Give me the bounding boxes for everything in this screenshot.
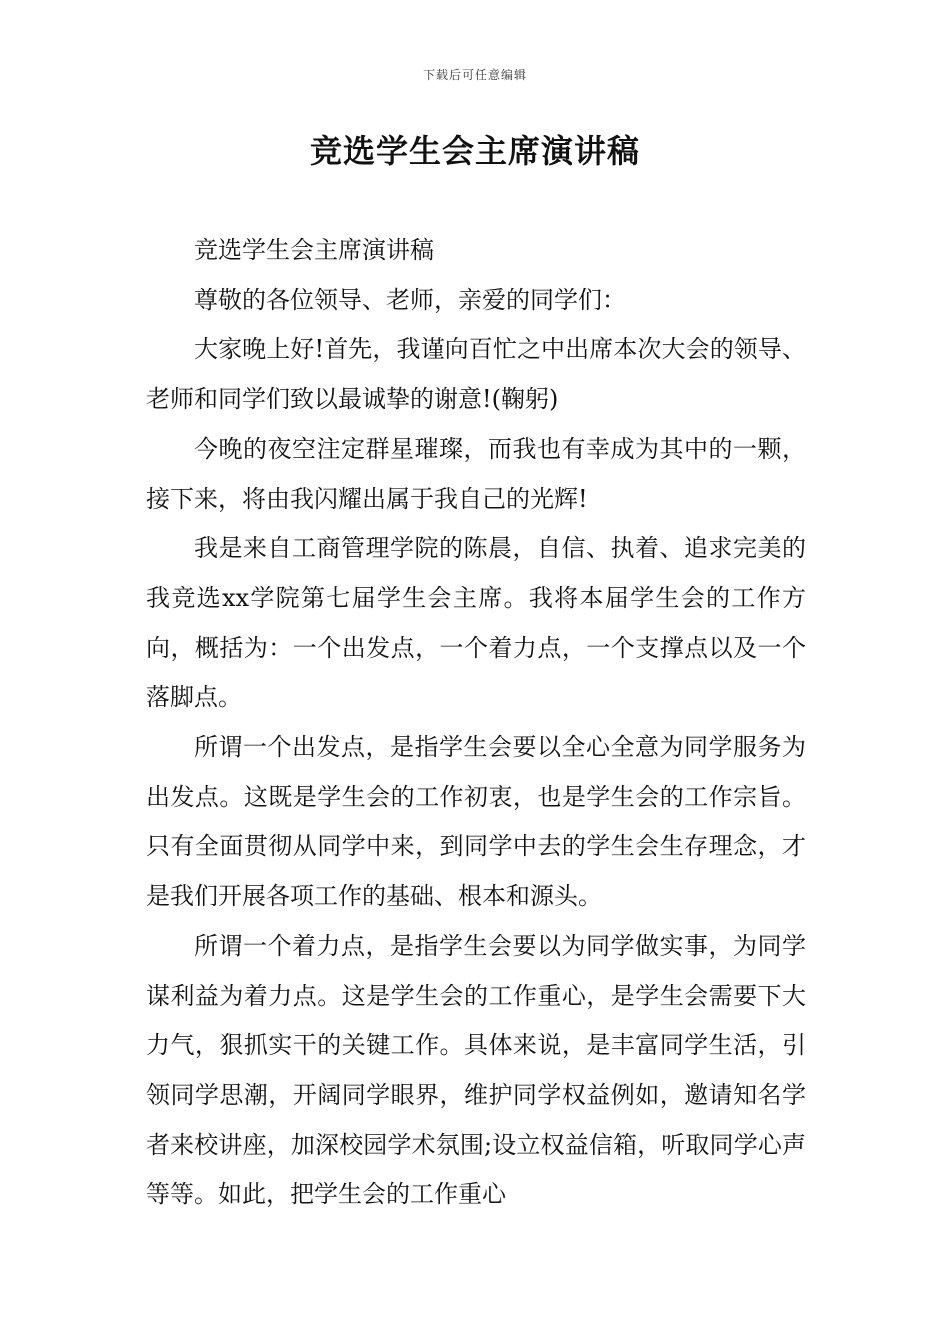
paragraph-greeting: 大家晚上好!首先，我谨向百忙之中出席本次大会的领导、老师和同学们致以最诚挚的谢意!(鞠躬) (146, 335, 806, 414)
document-body (146, 226, 806, 1220)
paragraph-focus-point: 所谓一个着力点，是指学生会要以为同学做实事，为同学谋利益为着力点。这是学生会的工作重心，是学生会需要下大力气，狠抓实干的关键工作。具体来说，是丰富同学生活，引领同学思潮，开阔同学眼界，维护同学权益例如，邀请知名学者来校讲座，加深校园学术氛围;设立权益信箱，听取同学心声等等。如此，把学生会的工作重心 (146, 931, 806, 1209)
paragraph-opening: 今晚的夜空注定群星璀璨，而我也有幸成为其中的一颗，接下来，将由我闪耀出属于我自己的光辉! (146, 434, 806, 513)
paragraph-starting-point: 所谓一个出发点，是指学生会要以全心全意为同学服务为出发点。这既是学生会的工作初衷，也是学生会的工作宗旨。只有全面贯彻从同学中来，到同学中去的学生会生存理念，才是我们开展各项工作的基础、根本和源头。 (146, 733, 806, 911)
paragraph-salutation: 尊敬的各位领导、老师，亲爱的同学们： (194, 285, 626, 314)
document-title: 竞选学生会主席演讲稿 (309, 132, 640, 170)
header-note: 下载后可任意编辑 (422, 68, 527, 82)
paragraph-subtitle: 竞选学生会主席演讲稿 (194, 236, 434, 264)
paragraph-introduction: 我是来自工商管理学院的陈晨，自信、执着、追求完美的我竞选xx学院第七届学生会主席。我将本届学生会的工作方向，概括为：一个出发点，一个着力点，一个支撑点以及一个落脚点。 (146, 534, 806, 712)
